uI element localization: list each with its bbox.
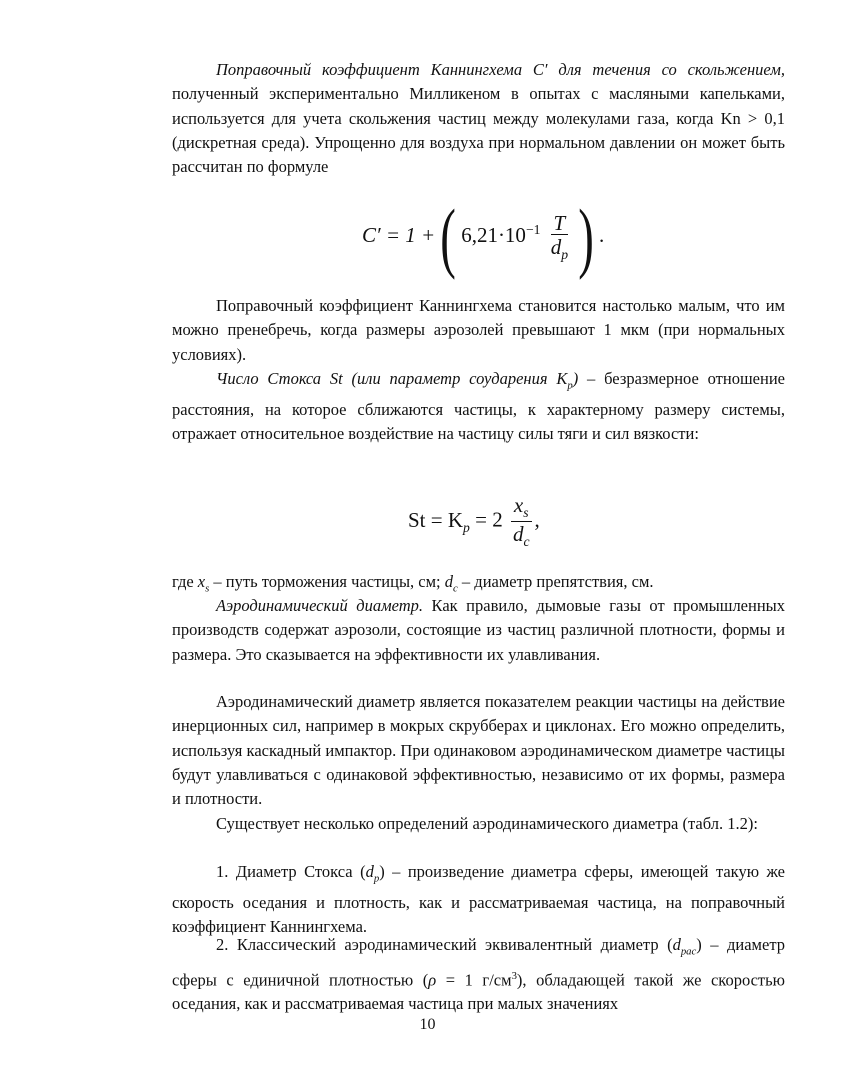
paragraph-text: полученный экспериментально Милликеном в опытах с масляными капельками, используется для учета скольжения частиц между молекулами газа, когда Kn > 0,1 (дискретная среда). Упрощенно для воздуха при нормальном давлении он может быть рассчитан по формуле <box>172 84 785 177</box>
left-paren: ( <box>440 193 456 280</box>
formula-stokes <box>408 494 540 549</box>
term-stokes-sub: p <box>567 379 573 392</box>
paragraph-classic-diameter <box>172 933 785 1017</box>
item-b: ) – произведение диаметра сферы, имеющей такую же скорость оседания и плотность, как и рассматриваемая частица, на поправочный коэффициент Каннингхема. <box>172 862 785 936</box>
var-d-sub: c <box>453 582 458 595</box>
formula-coef: 6,21·10 <box>461 222 526 247</box>
formula-cunningham <box>362 193 605 280</box>
term-cunningham: Поправочный коэффициент Каннингхема C′ для течения со скольжением, <box>216 60 785 79</box>
item-sup: 3 <box>511 969 517 982</box>
paragraph-definitions-intro: Существует несколько определений аэродинамического диаметра (табл. 1.2): <box>216 814 758 833</box>
lhs-sub: p <box>463 519 470 535</box>
den-main: d <box>550 234 562 259</box>
paragraph-stokes-diameter <box>172 860 785 939</box>
var-x: x <box>197 572 206 591</box>
item-d: ), обладающей такой же скоростью оседания, как и рассматриваемая частица при малых значениях <box>172 970 785 1014</box>
term-aerodynamic: Аэродинамический диаметр. <box>216 596 424 615</box>
formula-exp: −1 <box>525 221 541 237</box>
paragraph-cunningham-small: Поправочный коэффициент Каннингхема становится настолько малым, что им можно пренебречь, когда размеры аэрозолей превышают 1 мкм (при нормальных условиях). <box>172 296 785 364</box>
term-stokes <box>216 369 579 392</box>
item-a: 1. Диаметр Стокса ( <box>216 862 366 881</box>
term-stokes-end: ) <box>572 369 579 388</box>
item-rho: ρ <box>428 970 437 990</box>
num-main: x <box>513 493 524 517</box>
paragraph-text: – безразмерное отношение расстояния, на которое сближаются частицы, к характерному размеру системы, отражает относительное воздействие на частицу силы тяги и сил вязкости: <box>172 369 785 443</box>
fraction-numerator <box>511 494 532 522</box>
where-a: где <box>172 572 198 591</box>
item-a: 2. Классический аэродинамический эквивалентный диаметр ( <box>216 935 673 954</box>
formula-tail: . <box>599 222 605 247</box>
formula-eq: = 2 <box>469 507 503 532</box>
formula-lhs <box>408 507 470 535</box>
formula-tail: , <box>534 507 540 532</box>
item-c: = 1 г/см <box>436 970 512 990</box>
formula-fraction <box>548 212 571 263</box>
den-sub: p <box>561 246 569 262</box>
lhs-main: St = K <box>408 507 464 532</box>
fraction-numerator: T <box>551 212 569 235</box>
paragraph-text: Как правило, дымовые газы от промышленных производств содержат аэрозоли, состоящие из частиц различной плотности, формы и размера. Это сказывается на эффективности их улавливания. <box>172 596 785 664</box>
fraction-denominator <box>548 235 571 263</box>
term-stokes-text: Число Стокса St (или параметр соударения K <box>216 369 568 388</box>
fraction-denominator <box>510 522 533 550</box>
item-var-sub: pac <box>680 945 697 958</box>
paragraph-stokes <box>172 367 785 446</box>
item-b: ) – диаметр сферы с единичной плотностью ( <box>172 935 785 990</box>
var-d: d <box>444 572 454 591</box>
formula-fraction <box>510 494 533 549</box>
right-paren: ) <box>578 193 594 280</box>
paragraph-aerodynamic-definition: Аэродинамический диаметр является показателем реакции частицы на действие инерционных сил, например в мокрых скрубберах и циклонах. Его можно определить, используя каскадный импактор. При одинаковом аэродинамическом диаметре частицы будут улавливаться с одинаковой эффективностью, независимо от их формы, размера и плотности. <box>172 692 785 809</box>
where-c: – диаметр препятствия, см. <box>457 572 654 591</box>
page-number: 10 <box>419 1016 436 1033</box>
where-b: – путь торможения частицы, см; <box>209 572 445 591</box>
paragraph-cunningham <box>172 58 785 179</box>
den-sub: c <box>523 533 530 549</box>
item-var-sub: p <box>373 872 380 885</box>
paragraph-aerodynamic <box>172 594 785 667</box>
item-var: d <box>672 935 681 954</box>
item-var: d <box>365 862 374 881</box>
formula-lhs: C′ = 1 + <box>362 222 436 247</box>
den-main: d <box>512 521 524 546</box>
var-x-sub: s <box>205 582 210 595</box>
num-sub: s <box>523 505 529 521</box>
